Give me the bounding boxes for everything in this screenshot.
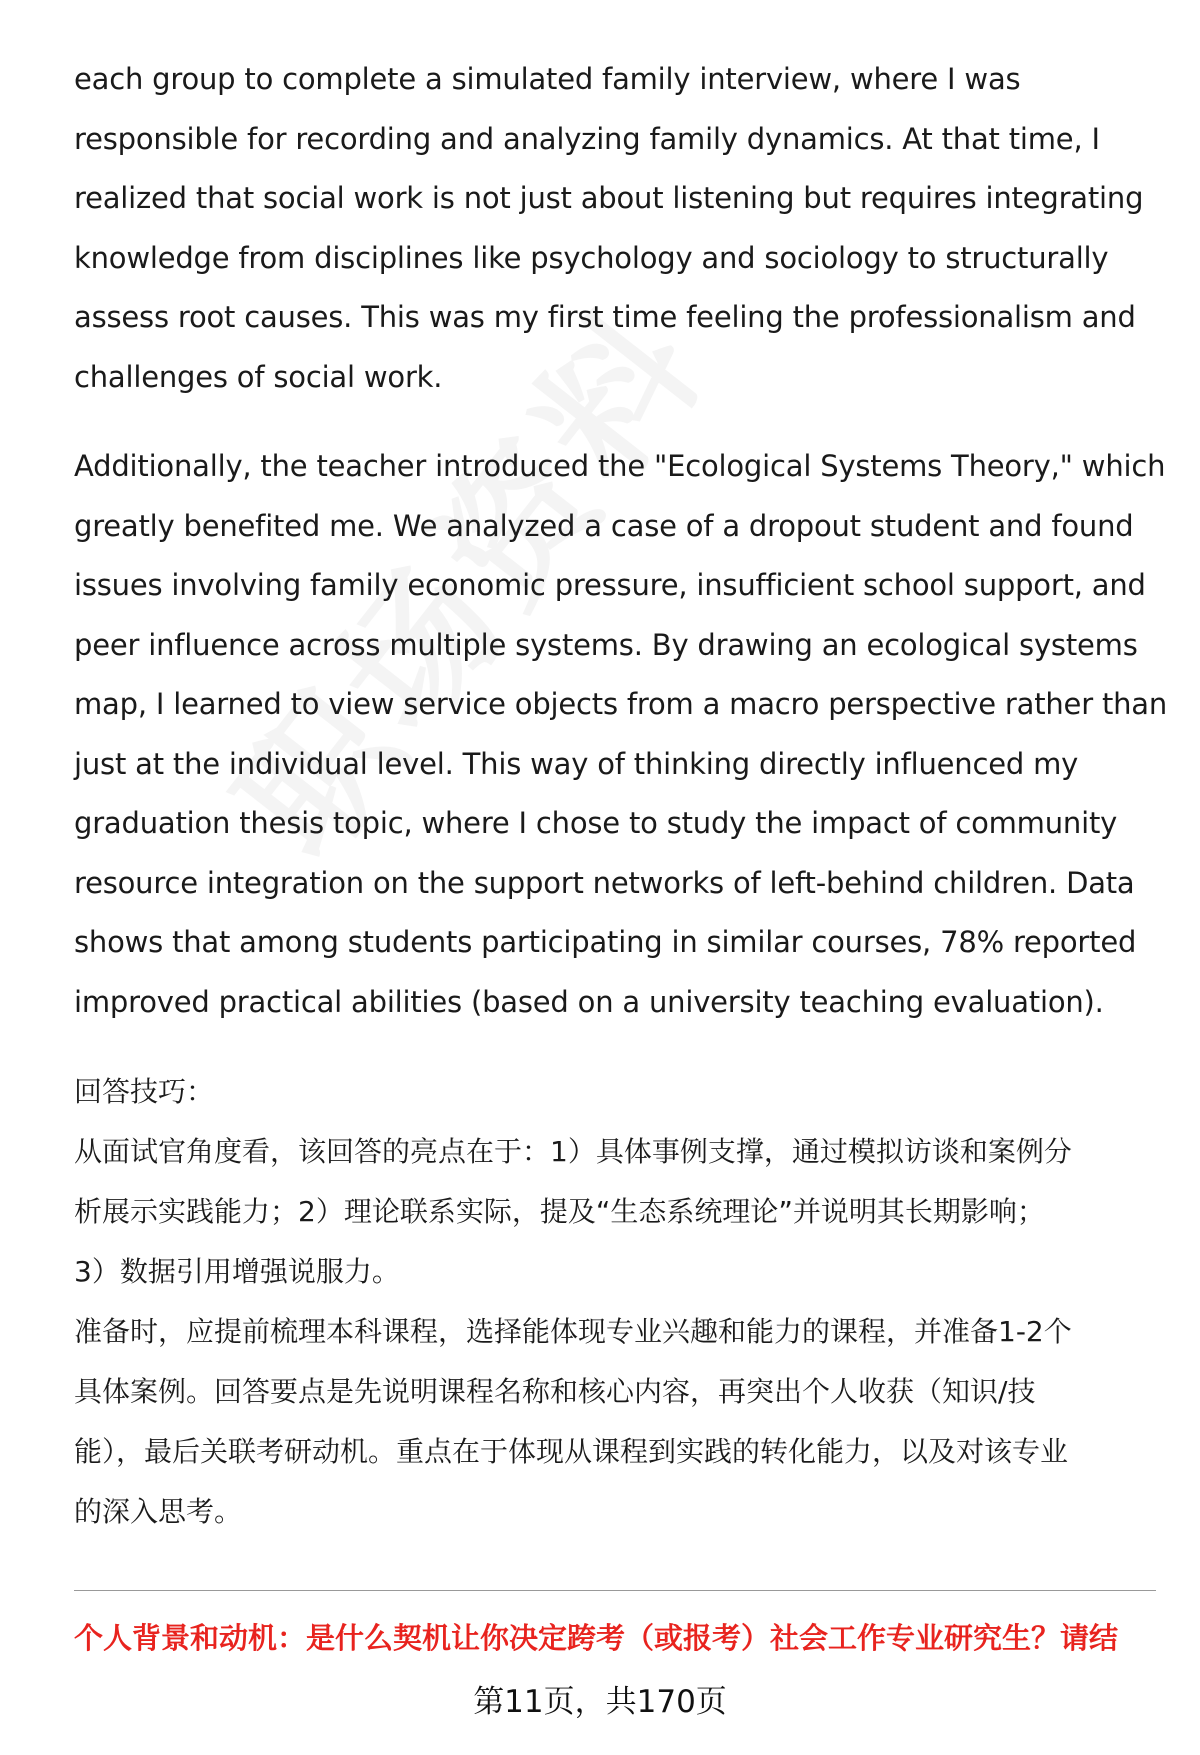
text-line: issues involving family economic pressure, insufficient school support, and <box>74 568 1146 602</box>
text-line: graduation thesis topic, where I chose to study the impact of community <box>74 806 1118 840</box>
text-line: peer influence across multiple systems. By drawing an ecological systems <box>74 627 1138 662</box>
text-line: just at the individual level. This way of thinking directly influenced my <box>74 746 1079 781</box>
text-line: realized that social work is not just about listening but requires integrating <box>74 181 1144 215</box>
next-question-heading: 个人背景和动机：是什么契机让你决定跨考（或报考）社会工作专业研究生？请结 <box>74 1621 1119 1655</box>
document-body <box>74 50 1168 1542</box>
text-line: 3）数据引用增强说服力。 <box>74 1255 400 1288</box>
text-line: greatly benefited me. We analyzed a case of a dropout student and found <box>74 508 1134 543</box>
tips-paragraph-2 <box>74 1302 1154 1542</box>
text-line: challenges of social work. <box>74 359 443 394</box>
text-line: knowledge from disciplines like psychology and sociology to structurally <box>74 240 1109 275</box>
text-line: map, I learned to view service objects from a macro perspective rather than <box>74 687 1168 721</box>
text-line: 析展示实践能力；2）理论联系实际，提及“生态系统理论”并说明其长期影响； <box>74 1195 1045 1228</box>
text-line: resource integration on the support networks of left-behind children. Data <box>74 865 1135 900</box>
section-divider <box>74 1590 1156 1591</box>
text-line: responsible for recording and analyzing family dynamics. At that time, I <box>74 121 1100 156</box>
text-line: each group to complete a simulated family interview, where I was <box>74 62 1021 96</box>
text-line: Additionally, the teacher introduced the "Ecological Systems Theory," which <box>74 449 1166 483</box>
text-line: improved practical abilities (based on a university teaching evaluation). <box>74 984 1104 1019</box>
page-number: 第11页，共170页 <box>473 1684 727 1720</box>
answer-paragraph-2 <box>74 437 1168 1032</box>
text-line: 的深入思考。 <box>74 1495 243 1528</box>
text-line: 准备时，应提前梳理本科课程，选择能体现专业兴趣和能力的课程，并准备1-2个 <box>74 1315 1072 1348</box>
text-line: 从面试官角度看，该回答的亮点在于：1）具体事例支撑，通过模拟访谈和案例分 <box>74 1135 1072 1168</box>
tips-paragraph-1 <box>74 1122 1154 1302</box>
text-line: assess root causes. This was my first time feeling the professionalism and <box>74 300 1136 334</box>
answer-paragraph-1 <box>74 50 1154 407</box>
text-line: 能），最后关联考研动机。重点在于体现从课程到实践的转化能力，以及对该专业 <box>74 1435 1069 1468</box>
text-line: shows that among students participating in similar courses, 78% reported <box>74 925 1137 959</box>
text-line: 具体案例。回答要点是先说明课程名称和核心内容，再突出个人收获（知识/技 <box>74 1375 1036 1408</box>
tips-heading: 回答技巧： <box>74 1075 215 1108</box>
